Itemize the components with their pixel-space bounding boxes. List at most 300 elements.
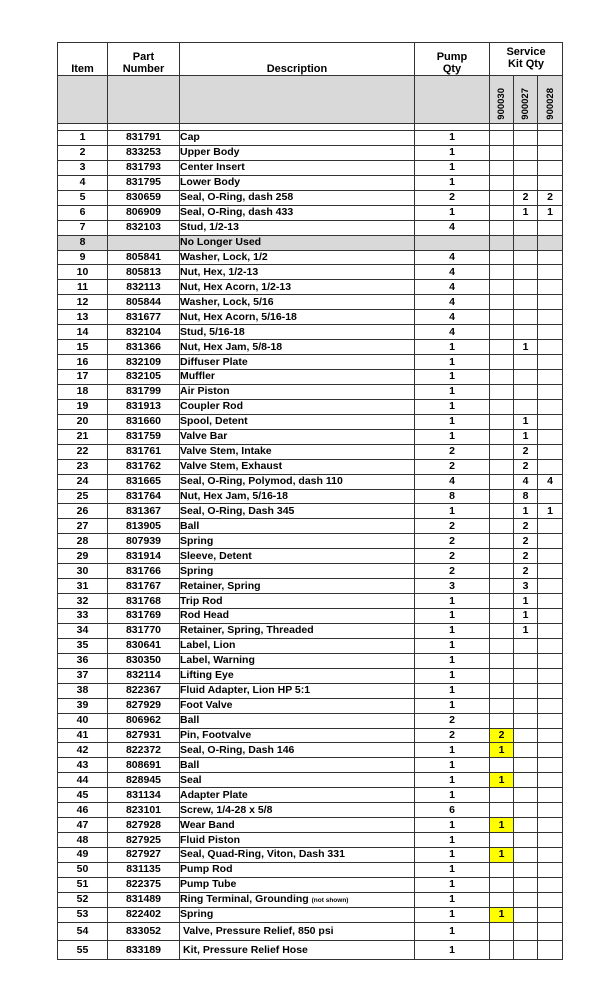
- table-spacer-row: [58, 124, 563, 131]
- table-row: [58, 922, 563, 941]
- table-row: [58, 384, 563, 399]
- kit-900027-qty: [514, 638, 538, 653]
- kit-900028-qty: [538, 325, 563, 340]
- item-number: 40: [58, 713, 108, 728]
- table-row: [58, 803, 563, 818]
- description-text: Pump Rod: [180, 863, 233, 876]
- kit-900027-qty: [514, 758, 538, 773]
- kit-900028-qty: [538, 907, 563, 922]
- description: [180, 594, 415, 609]
- item-number: 54: [58, 922, 108, 941]
- kit-900030-qty: [490, 922, 514, 941]
- kit-900028-qty: [538, 340, 563, 355]
- description-text: Pin, Footvalve: [180, 728, 252, 741]
- table-row: [58, 892, 563, 907]
- header-pump-qty-line1: Pump: [436, 51, 468, 63]
- kit-900030-qty: [490, 713, 514, 728]
- description-text: Spring: [180, 908, 214, 921]
- part-number: 827931: [108, 728, 180, 743]
- kit-900027-qty: [514, 295, 538, 310]
- pump-qty: 1: [415, 384, 490, 399]
- kit-900030-qty: [490, 877, 514, 892]
- description-text: Seal, Quad-Ring, Viton, Dash 331: [180, 848, 345, 861]
- description-text: Washer, Lock, 1/2: [180, 250, 268, 263]
- description-text: Washer, Lock, 5/16: [180, 295, 274, 308]
- part-number: 831914: [108, 549, 180, 564]
- header-shade-qty: [415, 76, 490, 124]
- kit-900030-qty: [490, 220, 514, 235]
- kit-900027-qty: [514, 773, 538, 788]
- kit-900030-qty: [490, 340, 514, 355]
- item-number: 11: [58, 280, 108, 295]
- kit-900027-qty: [514, 384, 538, 399]
- kit-900030-qty: [490, 892, 514, 907]
- description: [180, 325, 415, 340]
- kit-900030-qty: 1: [490, 907, 514, 922]
- pump-qty: 1: [415, 668, 490, 683]
- item-number: 6: [58, 205, 108, 220]
- kit-900028-qty: [538, 160, 563, 175]
- description-text: Spool, Detent: [180, 415, 248, 428]
- kit-900030-qty: [490, 534, 514, 549]
- kit-900028-qty: [538, 399, 563, 414]
- table-row: [58, 370, 563, 385]
- pump-qty: 2: [415, 190, 490, 205]
- description-text: Nut, Hex Jam, 5/16-18: [180, 489, 288, 502]
- description: [180, 175, 415, 190]
- description: [180, 788, 415, 803]
- part-number: 805844: [108, 295, 180, 310]
- table-row: [58, 295, 563, 310]
- description-text: Valve Bar: [180, 430, 228, 443]
- header-description: Description: [180, 43, 415, 76]
- part-number: 831134: [108, 788, 180, 803]
- pump-qty: 4: [415, 325, 490, 340]
- item-number: 41: [58, 728, 108, 743]
- header-pump-qty: [415, 43, 490, 76]
- kit-900030-qty: 1: [490, 743, 514, 758]
- kit-900028-qty: [538, 175, 563, 190]
- kit-900028-qty: [538, 145, 563, 160]
- kit-900028-qty: [538, 459, 563, 474]
- part-number: 833189: [108, 941, 180, 960]
- description: [180, 564, 415, 579]
- item-number: 23: [58, 459, 108, 474]
- kit-900030-qty: [490, 145, 514, 160]
- pump-qty: 1: [415, 922, 490, 941]
- kit-900028-qty: [538, 653, 563, 668]
- header-shade-desc: [180, 76, 415, 124]
- kit-900030-qty: [490, 564, 514, 579]
- part-number: 830641: [108, 638, 180, 653]
- description-text: Wear Band: [180, 818, 235, 831]
- pump-qty: 1: [415, 638, 490, 653]
- item-number: 25: [58, 489, 108, 504]
- table-row: [58, 564, 563, 579]
- pump-qty: 1: [415, 683, 490, 698]
- item-number: 27: [58, 519, 108, 534]
- description-text: Ball: [180, 714, 200, 727]
- description-text: Adapter Plate: [180, 788, 248, 801]
- kit-900027-qty: [514, 743, 538, 758]
- description-text: Nut, Hex Acorn, 1/2-13: [180, 280, 292, 293]
- kit-900027-qty: [514, 862, 538, 877]
- description-text: Air Piston: [180, 385, 230, 398]
- description: [180, 459, 415, 474]
- table-row: [58, 549, 563, 564]
- kit-900028-qty: [538, 579, 563, 594]
- kit-900030-qty: [490, 862, 514, 877]
- table-row: [58, 429, 563, 444]
- part-number: 832104: [108, 325, 180, 340]
- kit-900028-qty: [538, 265, 563, 280]
- kit-900030-qty: [490, 310, 514, 325]
- description: [180, 758, 415, 773]
- description: [180, 414, 415, 429]
- table-row: [58, 145, 563, 160]
- description-text: Nut, Hex Jam, 5/8-18: [180, 340, 283, 353]
- description-text: Fluid Adapter, Lion HP 5:1: [180, 684, 311, 697]
- item-number: 24: [58, 474, 108, 489]
- kit-900027-qty: [514, 877, 538, 892]
- table-row: [58, 579, 563, 594]
- table-row: [58, 131, 563, 146]
- kit-900030-qty: [490, 190, 514, 205]
- kit-900030-qty: [490, 370, 514, 385]
- header-part-number: [108, 43, 180, 76]
- part-number: 822372: [108, 743, 180, 758]
- pump-qty: 4: [415, 280, 490, 295]
- description: [180, 265, 415, 280]
- description: [180, 444, 415, 459]
- parts-list-table: [57, 42, 563, 960]
- description-text: Lifting Eye: [180, 669, 234, 682]
- part-number: 808691: [108, 758, 180, 773]
- item-number: 44: [58, 773, 108, 788]
- item-number: 35: [58, 638, 108, 653]
- description: [180, 877, 415, 892]
- table-row: [58, 728, 563, 743]
- description: [180, 803, 415, 818]
- kit-900028-qty: 2: [538, 190, 563, 205]
- item-number: 30: [58, 564, 108, 579]
- pump-qty: 1: [415, 504, 490, 519]
- kit-900028-qty: [538, 833, 563, 848]
- part-number: 833052: [108, 922, 180, 941]
- description: [180, 833, 415, 848]
- description: [180, 668, 415, 683]
- description: [180, 609, 415, 624]
- kit-900027-qty: [514, 922, 538, 941]
- part-number: 831135: [108, 862, 180, 877]
- table-row: [58, 190, 563, 205]
- description: [180, 220, 415, 235]
- description-text: Label, Lion: [180, 639, 236, 652]
- part-number: 831766: [108, 564, 180, 579]
- description-text: Nut, Hex Acorn, 5/16-18: [180, 310, 297, 323]
- pump-qty: 1: [415, 833, 490, 848]
- table-row: [58, 504, 563, 519]
- kit-900027-qty: [514, 280, 538, 295]
- pump-qty: 1: [415, 160, 490, 175]
- kit-900030-qty: [490, 175, 514, 190]
- kit-900030-qty: 1: [490, 773, 514, 788]
- kit-900030-qty: [490, 384, 514, 399]
- kit-900028-qty: [538, 295, 563, 310]
- kit-900027-qty: 3: [514, 579, 538, 594]
- kit-900030-qty: [490, 459, 514, 474]
- kit-900027-qty: [514, 220, 538, 235]
- header-item: Item: [58, 43, 108, 76]
- description-text: Stud, 1/2-13: [180, 221, 239, 234]
- item-number: 29: [58, 549, 108, 564]
- table-row: [58, 340, 563, 355]
- table-row: [58, 355, 563, 370]
- table-row: [58, 668, 563, 683]
- kit-900028-qty: [538, 444, 563, 459]
- kit-900027-qty: 1: [514, 205, 538, 220]
- description: [180, 653, 415, 668]
- table-row: [58, 519, 563, 534]
- description-text: Trip Rod: [180, 594, 223, 607]
- table-row: [58, 758, 563, 773]
- kit-900030-qty: [490, 594, 514, 609]
- item-number: 2: [58, 145, 108, 160]
- item-number: 39: [58, 698, 108, 713]
- item-number: 38: [58, 683, 108, 698]
- table-row: [58, 877, 563, 892]
- description: [180, 340, 415, 355]
- pump-qty: 1: [415, 941, 490, 960]
- part-number: 831767: [108, 579, 180, 594]
- kit-900027-qty: 2: [514, 519, 538, 534]
- item-number: 13: [58, 310, 108, 325]
- item-number: 5: [58, 190, 108, 205]
- kit-900027-qty: 1: [514, 340, 538, 355]
- item-number: 43: [58, 758, 108, 773]
- pump-qty: 4: [415, 265, 490, 280]
- description: [180, 160, 415, 175]
- part-number: 831793: [108, 160, 180, 175]
- table-row: [58, 265, 563, 280]
- kit-900030-qty: [490, 653, 514, 668]
- kit-900028-qty: [538, 280, 563, 295]
- description-text: Spring: [180, 564, 214, 577]
- kit-900028-qty: [538, 355, 563, 370]
- header-service-kit-line1: Service: [506, 46, 546, 58]
- kit-900028-qty: [538, 609, 563, 624]
- kit-900028-qty: [538, 803, 563, 818]
- description-text: Retainer, Spring, Threaded: [180, 624, 314, 637]
- pump-qty: 8: [415, 489, 490, 504]
- pump-qty: 2: [415, 728, 490, 743]
- item-number: 12: [58, 295, 108, 310]
- kit-900027-qty: [514, 310, 538, 325]
- item-number: 20: [58, 414, 108, 429]
- kit-900030-qty: [490, 609, 514, 624]
- pump-qty: 1: [415, 175, 490, 190]
- kit-900027-qty: [514, 892, 538, 907]
- kit-900030-qty: [490, 355, 514, 370]
- kit-900028-qty: [538, 310, 563, 325]
- kit-900027-qty: 2: [514, 534, 538, 549]
- part-number: 832114: [108, 668, 180, 683]
- table-row: [58, 175, 563, 190]
- item-number: 46: [58, 803, 108, 818]
- kit-900028-qty: [538, 414, 563, 429]
- table-row: [58, 160, 563, 175]
- table-row: [58, 743, 563, 758]
- item-number: 36: [58, 653, 108, 668]
- part-number: 832105: [108, 370, 180, 385]
- table-row: [58, 280, 563, 295]
- pump-qty: 1: [415, 773, 490, 788]
- part-number: 831799: [108, 384, 180, 399]
- table-row: [58, 653, 563, 668]
- description-text: Seal, O-Ring, dash 433: [180, 206, 294, 219]
- part-number: 831913: [108, 399, 180, 414]
- table-row: [58, 623, 563, 638]
- kit-900028-qty: [538, 877, 563, 892]
- item-number: 16: [58, 355, 108, 370]
- kit-900027-qty: [514, 907, 538, 922]
- kit-900030-qty: 1: [490, 818, 514, 833]
- item-number: 33: [58, 609, 108, 624]
- description: [180, 504, 415, 519]
- kit-900028-qty: [538, 519, 563, 534]
- kit-900027-qty: [514, 145, 538, 160]
- kit-900028-qty: [538, 698, 563, 713]
- pump-qty: 2: [415, 713, 490, 728]
- part-number: 833253: [108, 145, 180, 160]
- table-row: [58, 534, 563, 549]
- item-number: 17: [58, 370, 108, 385]
- description: [180, 848, 415, 863]
- kit-900030-qty: [490, 504, 514, 519]
- pump-qty: 2: [415, 459, 490, 474]
- kit-900030-qty: 1: [490, 848, 514, 863]
- kit-900028-qty: [538, 220, 563, 235]
- description-text: Screw, 1/4-28 x 5/8: [180, 803, 273, 816]
- description-text: Fluid Piston: [180, 833, 241, 846]
- pump-qty: 1: [415, 205, 490, 220]
- description: [180, 534, 415, 549]
- kit-900028-qty: [538, 922, 563, 941]
- kit-900028-qty: [538, 758, 563, 773]
- table-row: [58, 459, 563, 474]
- kit-900030-qty: [490, 489, 514, 504]
- kit-900027-qty: [514, 399, 538, 414]
- pump-qty: 1: [415, 145, 490, 160]
- pump-qty: 1: [415, 818, 490, 833]
- part-number: 830350: [108, 653, 180, 668]
- part-number: 806962: [108, 713, 180, 728]
- kit-900028-qty: [538, 534, 563, 549]
- description: [180, 474, 415, 489]
- kit-900028-qty: [538, 564, 563, 579]
- kit-900028-qty: [538, 370, 563, 385]
- description: [180, 429, 415, 444]
- table-row: [58, 310, 563, 325]
- kit-900028-qty: [538, 773, 563, 788]
- pump-qty: 1: [415, 788, 490, 803]
- item-number: 32: [58, 594, 108, 609]
- kit-900027-qty: [514, 355, 538, 370]
- kit-900028-qty: [538, 683, 563, 698]
- table-row: [58, 474, 563, 489]
- kit-900027-qty: [514, 370, 538, 385]
- kit-900028-qty: [538, 668, 563, 683]
- kit-900028-qty: [538, 862, 563, 877]
- pump-qty: 2: [415, 444, 490, 459]
- part-number: 831761: [108, 444, 180, 459]
- part-number: 831791: [108, 131, 180, 146]
- item-number: 51: [58, 877, 108, 892]
- kit-900030-qty: [490, 683, 514, 698]
- part-number: 831660: [108, 414, 180, 429]
- kit-900030-qty: 2: [490, 728, 514, 743]
- item-number: 48: [58, 833, 108, 848]
- kit-900027-qty: 1: [514, 594, 538, 609]
- kit-900028-qty: [538, 848, 563, 863]
- pump-qty: 1: [415, 698, 490, 713]
- pump-qty: 1: [415, 399, 490, 414]
- item-number: 37: [58, 668, 108, 683]
- kit-900027-qty: [514, 833, 538, 848]
- part-number: 832103: [108, 220, 180, 235]
- table-row: [58, 683, 563, 698]
- part-number: 806909: [108, 205, 180, 220]
- part-number: 827928: [108, 818, 180, 833]
- table-row: [58, 235, 563, 250]
- kit-900028-qty: 1: [538, 205, 563, 220]
- kit-label-900028: 900028: [544, 88, 556, 120]
- description: [180, 131, 415, 146]
- kit-900028-qty: [538, 489, 563, 504]
- pump-qty: 1: [415, 743, 490, 758]
- kit-900027-qty: [514, 160, 538, 175]
- part-number: 832113: [108, 280, 180, 295]
- item-number: 1: [58, 131, 108, 146]
- item-number: 28: [58, 534, 108, 549]
- header-shade-item: [58, 76, 108, 124]
- item-number: 4: [58, 175, 108, 190]
- header-pump-qty-line2: Qty: [442, 63, 462, 75]
- kit-900027-qty: 2: [514, 564, 538, 579]
- kit-900030-qty: [490, 803, 514, 818]
- part-number: 805813: [108, 265, 180, 280]
- kit-900030-qty: [490, 623, 514, 638]
- description: [180, 145, 415, 160]
- item-number: 21: [58, 429, 108, 444]
- part-number: 831764: [108, 489, 180, 504]
- description: [180, 384, 415, 399]
- pump-qty: [415, 235, 490, 250]
- kit-900030-qty: [490, 414, 514, 429]
- description-text: Lower Body: [180, 176, 241, 189]
- description-text: Diffuser Plate: [180, 355, 248, 368]
- kit-900028-qty: [538, 728, 563, 743]
- part-number: 827929: [108, 698, 180, 713]
- pump-qty: 1: [415, 429, 490, 444]
- kit-900030-qty: [490, 205, 514, 220]
- kit-900027-qty: 2: [514, 459, 538, 474]
- part-number: 831759: [108, 429, 180, 444]
- description-text: Sleeve, Detent: [180, 549, 252, 562]
- table-row: [58, 818, 563, 833]
- part-number: 805841: [108, 250, 180, 265]
- description: [180, 205, 415, 220]
